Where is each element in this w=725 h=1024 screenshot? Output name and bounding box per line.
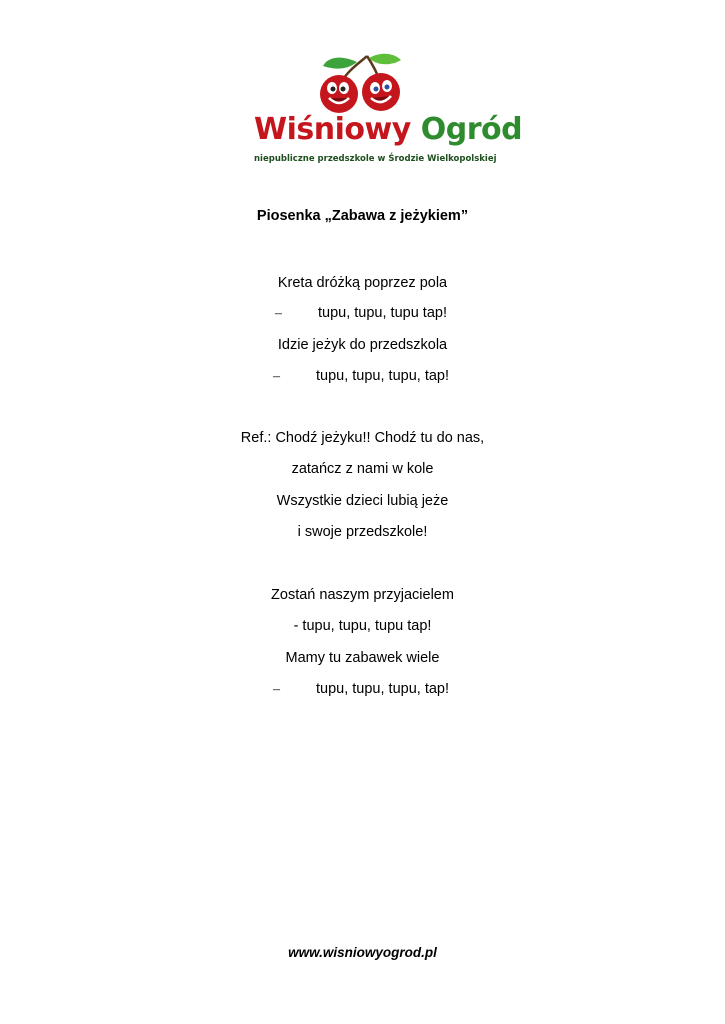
- verse2-dash: –: [273, 682, 280, 697]
- song-title: Piosenka „Zabawa z jeżykiem”: [256, 208, 469, 224]
- logo: [254, 52, 523, 172]
- verse1-line2: tupu, tupu, tupu tap!: [318, 305, 447, 321]
- verse2-line4: tupu, tupu, tupu, tap!: [316, 681, 450, 697]
- logo-subtitle: niepubliczne przedszkole w Środzie Wielkopolskiej: [254, 154, 497, 164]
- logo-title: [254, 110, 523, 150]
- chorus-line1: Ref.: Chodź jeżyku!! Chodź tu do nas,: [240, 430, 485, 446]
- verse1-line1: Kreta dróżką poprzez pola: [277, 275, 448, 291]
- chorus-line2: zatańcz z nami w kole: [291, 461, 434, 477]
- verse1-line3: Idzie jeżyk do przedszkola: [277, 337, 448, 353]
- logo-word-1: Wiśniowy: [254, 112, 411, 147]
- verse2-line1: Zostań naszym przyjacielem: [271, 587, 454, 603]
- verse1-line4: tupu, tupu, tupu, tap!: [316, 368, 450, 384]
- verse2-line2: - tupu, tupu, tupu tap!: [293, 618, 432, 634]
- chorus-line4: i swoje przedszkole!: [297, 524, 428, 540]
- verse1-dash2: –: [273, 369, 280, 384]
- cherries-icon: [317, 52, 409, 114]
- footer-url: www.wisniowyogrod.pl: [288, 945, 437, 960]
- chorus-line3: Wszystkie dzieci lubią jeże: [276, 493, 449, 509]
- verse2-line3: Mamy tu zabawek wiele: [285, 650, 440, 666]
- logo-word-2: Ogród: [420, 112, 523, 147]
- verse1-dash1: –: [275, 306, 282, 321]
